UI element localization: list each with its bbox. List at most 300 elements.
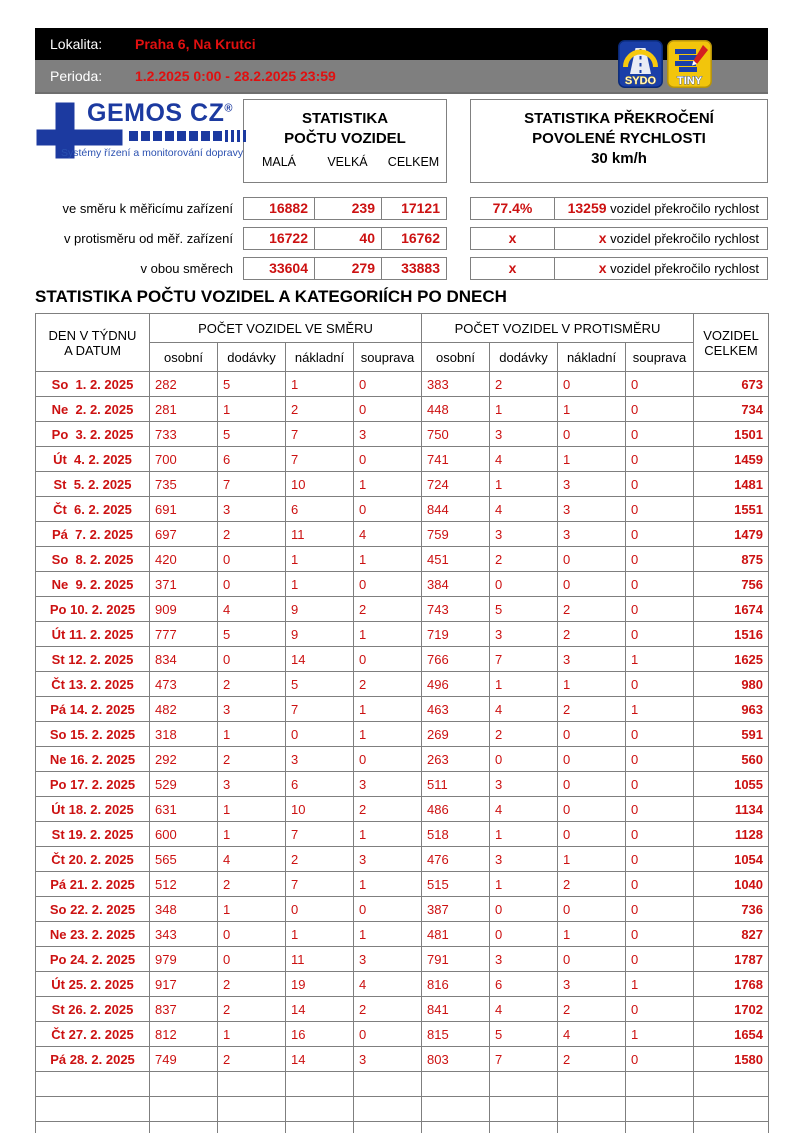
speed-text: x vozidel překročilo rychlost xyxy=(598,260,759,276)
svg-text:TINY: TINY xyxy=(676,75,703,87)
count-cell: 697 xyxy=(150,522,218,547)
table-row xyxy=(36,497,769,522)
empty-cell xyxy=(286,1122,354,1133)
empty-cell xyxy=(694,1122,769,1133)
day-date-cell: St 12. 2. 2025 xyxy=(36,647,150,672)
count-cell: 0 xyxy=(490,572,558,597)
count-cell: 1 xyxy=(490,822,558,847)
empty-cell xyxy=(354,1122,422,1133)
count-cell: 2 xyxy=(558,997,626,1022)
count-cell: 816 xyxy=(422,972,490,997)
count-cell: 565 xyxy=(150,847,218,872)
count-cell: 7 xyxy=(490,647,558,672)
count-cell: 2 xyxy=(218,522,286,547)
count-cell: 9 xyxy=(286,622,354,647)
count-cell: 0 xyxy=(626,797,694,822)
count-celkem: 33883 xyxy=(381,258,446,279)
total-cell: 1054 xyxy=(694,847,769,872)
empty-cell xyxy=(490,1072,558,1097)
count-cell: 0 xyxy=(490,747,558,772)
count-cell: 7 xyxy=(490,1047,558,1072)
count-cell: 3 xyxy=(558,972,626,997)
subcol-souprava: souprava xyxy=(626,343,694,372)
day-date-cell: Pá 14. 2. 2025 xyxy=(36,697,150,722)
count-cell: 837 xyxy=(150,997,218,1022)
table-row xyxy=(36,547,769,572)
day-column-header: DEN V TÝDNU A DATUM xyxy=(36,314,150,372)
count-cell: 979 xyxy=(150,947,218,972)
count-cell: 1 xyxy=(626,1022,694,1047)
count-cell: 743 xyxy=(422,597,490,622)
count-cell: 3 xyxy=(354,772,422,797)
count-cell: 4 xyxy=(490,997,558,1022)
total-cell: 591 xyxy=(694,722,769,747)
count-cell: 759 xyxy=(422,522,490,547)
day-date-cell: Po 24. 2. 2025 xyxy=(36,947,150,972)
count-cell: 0 xyxy=(354,372,422,397)
count-cell: 0 xyxy=(626,822,694,847)
table-row xyxy=(36,772,769,797)
count-cell: 1 xyxy=(354,722,422,747)
count-cell: 5 xyxy=(490,597,558,622)
count-cell: 0 xyxy=(626,897,694,922)
count-cell: 7 xyxy=(286,822,354,847)
count-cell: 3 xyxy=(490,947,558,972)
table-row xyxy=(36,747,769,772)
day-date-cell: So 1. 2. 2025 xyxy=(36,372,150,397)
count-cell: 282 xyxy=(150,372,218,397)
count-cell: 4 xyxy=(490,497,558,522)
day-date-cell: Pá 7. 2. 2025 xyxy=(36,522,150,547)
count-cell: 834 xyxy=(150,647,218,672)
count-cell: 1 xyxy=(354,472,422,497)
count-cell: 1 xyxy=(558,672,626,697)
speed-box-title-3: 30 km/h xyxy=(591,150,647,167)
subcol-souprava: souprava xyxy=(354,343,422,372)
count-cell: 1 xyxy=(354,547,422,572)
count-cell: 750 xyxy=(422,422,490,447)
day-date-cell: Út 18. 2. 2025 xyxy=(36,797,150,822)
table-row xyxy=(36,472,769,497)
count-cell: 515 xyxy=(422,872,490,897)
empty-cell xyxy=(286,1072,354,1097)
count-cell: 0 xyxy=(626,472,694,497)
count-cell: 0 xyxy=(626,447,694,472)
count-cell: 482 xyxy=(150,697,218,722)
count-cell: 7 xyxy=(286,697,354,722)
count-cell: 0 xyxy=(558,547,626,572)
count-cell: 0 xyxy=(286,722,354,747)
count-cell: 0 xyxy=(558,572,626,597)
count-cell: 2 xyxy=(354,797,422,822)
table-row xyxy=(36,897,769,922)
count-cell: 0 xyxy=(626,1047,694,1072)
count-cell: 3 xyxy=(490,622,558,647)
empty-row xyxy=(36,1122,769,1133)
count-cell: 2 xyxy=(490,547,558,572)
count-cell: 0 xyxy=(218,647,286,672)
count-cell: 4 xyxy=(354,972,422,997)
empty-cell xyxy=(490,1097,558,1122)
count-cell: 529 xyxy=(150,772,218,797)
count-cell: 10 xyxy=(286,797,354,822)
day-date-cell: St 26. 2. 2025 xyxy=(36,997,150,1022)
col-header-celkem: CELKEM xyxy=(387,155,440,169)
count-cell: 1 xyxy=(626,647,694,672)
col-header-mala: MALÁ xyxy=(261,155,297,169)
count-cell: 0 xyxy=(626,872,694,897)
count-cell: 0 xyxy=(626,522,694,547)
count-cell: 766 xyxy=(422,647,490,672)
count-cell: 700 xyxy=(150,447,218,472)
count-cell: 2 xyxy=(354,672,422,697)
day-date-cell: Út 4. 2. 2025 xyxy=(36,447,150,472)
count-cell: 7 xyxy=(286,422,354,447)
gemos-dashes-icon xyxy=(129,130,246,142)
count-cell: 1 xyxy=(558,922,626,947)
count-cell: 631 xyxy=(150,797,218,822)
count-cell: 2 xyxy=(558,1047,626,1072)
empty-cell xyxy=(558,1072,626,1097)
count-cell: 4 xyxy=(218,597,286,622)
empty-cell xyxy=(422,1072,490,1097)
direction-group-header: POČET VOZIDEL VE SMĚRU xyxy=(150,314,422,343)
speed-box-title-2: POVOLENÉ RYCHLOSTI xyxy=(532,130,706,147)
svg-text:SYDO: SYDO xyxy=(624,75,657,87)
day-date-cell: Ne 2. 2. 2025 xyxy=(36,397,150,422)
subcol-dodavky: dodávky xyxy=(490,343,558,372)
count-mala: 16882 xyxy=(269,200,308,216)
count-cell: 0 xyxy=(490,922,558,947)
count-cell: 3 xyxy=(558,522,626,547)
count-cell: 2 xyxy=(218,997,286,1022)
sydo-icon xyxy=(618,40,663,88)
speed-text: 13259 vozidel překročilo rychlost xyxy=(567,200,759,216)
count-cell: 3 xyxy=(354,847,422,872)
summary-speed xyxy=(470,227,768,250)
speed-percent: x xyxy=(471,228,555,249)
count-cell: 11 xyxy=(286,522,354,547)
count-cell: 6 xyxy=(490,972,558,997)
gemos-tagline: Systémy řízení a monitorování dopravy xyxy=(61,147,244,159)
count-cell: 0 xyxy=(558,722,626,747)
count-cell: 496 xyxy=(422,672,490,697)
count-cell: 448 xyxy=(422,397,490,422)
total-column-header: VOZIDEL CELKEM xyxy=(694,314,769,372)
count-cell: 0 xyxy=(626,497,694,522)
summary-rows xyxy=(35,197,768,280)
count-cell: 803 xyxy=(422,1047,490,1072)
empty-cell xyxy=(150,1072,218,1097)
table-row xyxy=(36,872,769,897)
summary-counts xyxy=(243,227,447,250)
total-cell: 1501 xyxy=(694,422,769,447)
count-cell: 7 xyxy=(286,872,354,897)
table-row xyxy=(36,922,769,947)
empty-cell xyxy=(422,1122,490,1133)
total-cell: 736 xyxy=(694,897,769,922)
table-row xyxy=(36,522,769,547)
total-cell: 756 xyxy=(694,572,769,597)
count-cell: 7 xyxy=(286,447,354,472)
lokalita-label: Lokalita: xyxy=(50,36,103,52)
table-row xyxy=(36,1022,769,1047)
day-date-cell: Čt 20. 2. 2025 xyxy=(36,847,150,872)
table-row xyxy=(36,972,769,997)
count-cell: 5 xyxy=(218,622,286,647)
empty-cell xyxy=(218,1122,286,1133)
total-cell: 560 xyxy=(694,747,769,772)
count-cell: 719 xyxy=(422,622,490,647)
total-cell: 1702 xyxy=(694,997,769,1022)
count-cell: 1 xyxy=(626,972,694,997)
count-cell: 476 xyxy=(422,847,490,872)
count-cell: 6 xyxy=(286,497,354,522)
count-cell: 3 xyxy=(218,772,286,797)
count-cell: 1 xyxy=(354,822,422,847)
empty-cell xyxy=(694,1072,769,1097)
count-cell: 3 xyxy=(490,847,558,872)
count-cell: 2 xyxy=(218,872,286,897)
empty-cell xyxy=(626,1122,694,1133)
total-cell: 980 xyxy=(694,672,769,697)
empty-cell xyxy=(218,1072,286,1097)
count-cell: 2 xyxy=(354,997,422,1022)
count-cell: 2 xyxy=(286,847,354,872)
count-cell: 371 xyxy=(150,572,218,597)
speed-text: x vozidel překročilo rychlost xyxy=(598,230,759,246)
count-cell: 1 xyxy=(558,397,626,422)
count-cell: 420 xyxy=(150,547,218,572)
table-row xyxy=(36,947,769,972)
day-date-cell: So 22. 2. 2025 xyxy=(36,897,150,922)
total-cell: 875 xyxy=(694,547,769,572)
lokalita-value: Praha 6, Na Krutci xyxy=(135,36,256,52)
col-header-velka: VELKÁ xyxy=(327,155,368,169)
gemos-logo-text: GEMOS CZ® xyxy=(87,99,233,127)
count-cell: 318 xyxy=(150,722,218,747)
subcol-dodavky: dodávky xyxy=(218,343,286,372)
count-cell: 6 xyxy=(286,772,354,797)
table-row xyxy=(36,572,769,597)
count-cell: 0 xyxy=(626,747,694,772)
subcol-osobni: osobní xyxy=(422,343,490,372)
header-icons xyxy=(618,40,712,88)
count-velka: 239 xyxy=(314,198,381,219)
count-cell: 292 xyxy=(150,747,218,772)
count-cell: 2 xyxy=(286,397,354,422)
count-cell: 733 xyxy=(150,422,218,447)
empty-row xyxy=(36,1097,769,1122)
count-cell: 4 xyxy=(354,522,422,547)
empty-cell xyxy=(36,1097,150,1122)
count-mala: 33604 xyxy=(269,260,308,276)
count-cell: 0 xyxy=(354,1022,422,1047)
count-cell: 1 xyxy=(218,797,286,822)
total-cell: 1459 xyxy=(694,447,769,472)
count-cell: 3 xyxy=(354,947,422,972)
count-cell: 0 xyxy=(626,922,694,947)
count-cell: 2 xyxy=(490,372,558,397)
count-cell: 451 xyxy=(422,547,490,572)
total-cell: 1787 xyxy=(694,947,769,972)
daily-table-body xyxy=(36,372,769,1133)
count-cell: 1 xyxy=(490,397,558,422)
count-cell: 600 xyxy=(150,822,218,847)
count-cell: 511 xyxy=(422,772,490,797)
table-row xyxy=(36,1047,769,1072)
empty-cell xyxy=(558,1097,626,1122)
day-date-cell: St 5. 2. 2025 xyxy=(36,472,150,497)
count-cell: 691 xyxy=(150,497,218,522)
count-cell: 0 xyxy=(354,497,422,522)
count-cell: 812 xyxy=(150,1022,218,1047)
table-row xyxy=(36,997,769,1022)
count-cell: 0 xyxy=(626,947,694,972)
total-cell: 827 xyxy=(694,922,769,947)
count-cell: 348 xyxy=(150,897,218,922)
count-cell: 6 xyxy=(218,447,286,472)
count-cell: 263 xyxy=(422,747,490,772)
count-cell: 14 xyxy=(286,997,354,1022)
daily-table-title: STATISTIKA POČTU VOZIDEL A KATEGORIÍCH PO DNECH xyxy=(35,287,507,306)
count-cell: 3 xyxy=(354,1047,422,1072)
count-cell: 383 xyxy=(422,372,490,397)
count-cell: 0 xyxy=(354,747,422,772)
count-cell: 0 xyxy=(626,547,694,572)
count-cell: 2 xyxy=(558,622,626,647)
count-cell: 4 xyxy=(490,697,558,722)
daily-table-header xyxy=(36,314,769,372)
opposite-group-header: POČET VOZIDEL V PROTISMĚRU xyxy=(422,314,694,343)
subcol-nakladni: nákladní xyxy=(558,343,626,372)
count-cell: 5 xyxy=(286,672,354,697)
count-cell: 1 xyxy=(354,622,422,647)
count-cell: 777 xyxy=(150,622,218,647)
count-cell: 0 xyxy=(626,997,694,1022)
empty-row xyxy=(36,1072,769,1097)
empty-cell xyxy=(490,1122,558,1133)
count-cell: 481 xyxy=(422,922,490,947)
speed-percent: 77.4% xyxy=(471,198,555,219)
count-cell: 1 xyxy=(286,922,354,947)
count-cell: 0 xyxy=(354,447,422,472)
count-cell: 3 xyxy=(558,497,626,522)
count-cell: 1 xyxy=(218,822,286,847)
count-cell: 5 xyxy=(218,372,286,397)
day-date-cell: St 19. 2. 2025 xyxy=(36,822,150,847)
count-cell: 0 xyxy=(354,397,422,422)
count-cell: 269 xyxy=(422,722,490,747)
summary-row-both xyxy=(35,257,768,280)
table-row xyxy=(36,622,769,647)
counts-box-title-2: POČTU VOZIDEL xyxy=(284,130,406,147)
size-column-headers xyxy=(244,155,446,169)
count-cell: 387 xyxy=(422,897,490,922)
empty-cell xyxy=(694,1097,769,1122)
count-cell: 2 xyxy=(558,872,626,897)
count-cell: 1 xyxy=(558,847,626,872)
count-cell: 0 xyxy=(558,822,626,847)
counts-box-title-1: STATISTIKA xyxy=(301,110,389,127)
count-cell: 724 xyxy=(422,472,490,497)
day-date-cell: So 8. 2. 2025 xyxy=(36,547,150,572)
total-cell: 1516 xyxy=(694,622,769,647)
summary-row-label: ve směru k měřicímu zařízení xyxy=(62,201,233,216)
count-cell: 1 xyxy=(286,372,354,397)
summary-row-direction xyxy=(35,197,768,220)
count-cell: 3 xyxy=(354,422,422,447)
count-cell: 14 xyxy=(286,647,354,672)
count-cell: 841 xyxy=(422,997,490,1022)
report-document xyxy=(35,28,768,1133)
empty-cell xyxy=(36,1072,150,1097)
day-date-cell: Čt 27. 2. 2025 xyxy=(36,1022,150,1047)
day-date-cell: Út 11. 2. 2025 xyxy=(36,622,150,647)
count-cell: 343 xyxy=(150,922,218,947)
speed-percent: x xyxy=(471,258,555,279)
count-cell: 0 xyxy=(626,772,694,797)
vehicle-count-stats-box xyxy=(243,99,447,183)
count-cell: 0 xyxy=(354,572,422,597)
count-cell: 16 xyxy=(286,1022,354,1047)
count-cell: 486 xyxy=(422,797,490,822)
empty-cell xyxy=(36,1122,150,1133)
count-cell: 0 xyxy=(558,797,626,822)
total-cell: 1674 xyxy=(694,597,769,622)
count-cell: 1 xyxy=(286,572,354,597)
count-cell: 3 xyxy=(558,647,626,672)
day-date-cell: Čt 13. 2. 2025 xyxy=(36,672,150,697)
count-cell: 1 xyxy=(490,872,558,897)
count-cell: 463 xyxy=(422,697,490,722)
count-cell: 14 xyxy=(286,1047,354,1072)
day-date-cell: Po 17. 2. 2025 xyxy=(36,772,150,797)
total-cell: 1654 xyxy=(694,1022,769,1047)
count-cell: 0 xyxy=(558,772,626,797)
empty-cell xyxy=(150,1097,218,1122)
empty-cell xyxy=(354,1097,422,1122)
count-cell: 512 xyxy=(150,872,218,897)
table-row xyxy=(36,597,769,622)
table-row xyxy=(36,397,769,422)
count-cell: 0 xyxy=(558,372,626,397)
day-date-cell: Pá 28. 2. 2025 xyxy=(36,1047,150,1072)
count-cell: 0 xyxy=(286,897,354,922)
summary-speed xyxy=(470,257,768,280)
count-cell: 815 xyxy=(422,1022,490,1047)
table-row xyxy=(36,697,769,722)
daily-table xyxy=(35,313,769,1133)
count-cell: 0 xyxy=(558,747,626,772)
count-cell: 2 xyxy=(218,672,286,697)
count-cell: 3 xyxy=(218,697,286,722)
total-cell: 1625 xyxy=(694,647,769,672)
count-cell: 2 xyxy=(558,697,626,722)
count-cell: 2 xyxy=(218,747,286,772)
empty-cell xyxy=(626,1097,694,1122)
empty-cell xyxy=(218,1097,286,1122)
total-cell: 1551 xyxy=(694,497,769,522)
count-celkem: 17121 xyxy=(381,198,446,219)
empty-cell xyxy=(286,1097,354,1122)
empty-cell xyxy=(354,1072,422,1097)
count-cell: 4 xyxy=(218,847,286,872)
total-cell: 1055 xyxy=(694,772,769,797)
day-date-cell: So 15. 2. 2025 xyxy=(36,722,150,747)
day-date-cell: Út 25. 2. 2025 xyxy=(36,972,150,997)
speed-stats-box xyxy=(470,99,768,183)
